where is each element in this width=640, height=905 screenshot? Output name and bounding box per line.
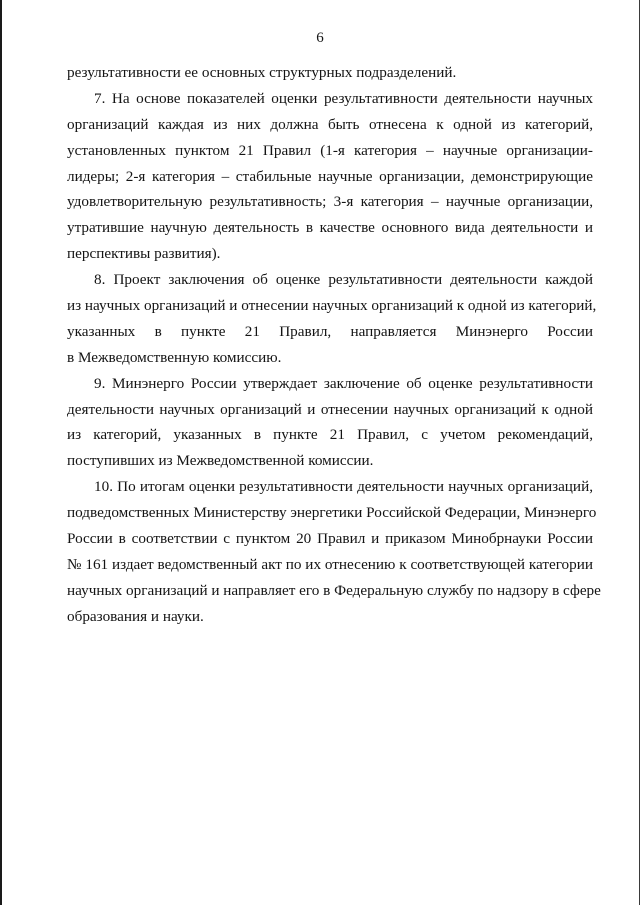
paragraph-8 <box>67 267 597 371</box>
text-line: в Межведомственную комиссию. <box>67 348 282 366</box>
paragraph-continuation <box>67 60 593 86</box>
text-line: из научных организаций и отнесении научных организаций к одной из категорий, <box>67 297 597 315</box>
text-line: деятельности научных организаций и отнесении научных организаций к одной <box>67 400 593 418</box>
paragraph-9 <box>67 371 593 475</box>
text-line: из категорий, указанных в пункте 21 Правил, с учетом рекомендаций, <box>67 426 593 444</box>
page-number: 6 <box>316 30 324 46</box>
document-body <box>67 60 601 630</box>
paragraph-7 <box>67 86 593 267</box>
text-line: организаций каждая из них должна быть отнесена к одной из категорий, <box>67 115 593 133</box>
text-line: перспективы развития). <box>67 245 221 263</box>
text-line: утратившие научную деятельность в качестве основного вида деятельности и <box>67 219 593 237</box>
text-line: научных организаций и направляет его в Федеральную службу по надзору в сфере <box>67 581 601 599</box>
text-line: лидеры; 2-я категория – стабильные научные организации, демонстрирующие <box>67 167 593 185</box>
text-line: установленных пунктом 21 Правил (1-я категория – научные организации- <box>67 141 593 159</box>
text-line: 8. Проект заключения об оценке результативности деятельности каждой <box>94 271 593 289</box>
text-line: результативности ее основных структурных подразделений. <box>67 64 457 81</box>
text-line: 10. По итогам оценки результативности деятельности научных организаций, <box>94 478 593 496</box>
text-line: образования и науки. <box>67 607 204 625</box>
text-line: 9. Минэнерго России утверждает заключение об оценке результативности <box>94 374 593 392</box>
text-line: поступивших из Межведомственной комиссии. <box>67 452 374 470</box>
text-line: № 161 издает ведомственный акт по их отнесению к соответствующей категории <box>67 555 593 573</box>
paragraph-10 <box>67 474 601 629</box>
text-line: удовлетворительную результативность; 3-я категория – научные организации, <box>67 193 593 211</box>
scan-edge-left <box>0 0 2 905</box>
text-line: подведомственных Министерству энергетики Российской Федерации, Минэнерго <box>67 504 597 522</box>
text-line: 7. На основе показателей оценки результативности деятельности научных <box>94 89 593 107</box>
text-line: России в соответствии с пунктом 20 Правил и приказом Минобрнауки России <box>67 530 593 548</box>
text-line: указанных в пункте 21 Правил, направляется Минэнерго России <box>67 322 593 340</box>
